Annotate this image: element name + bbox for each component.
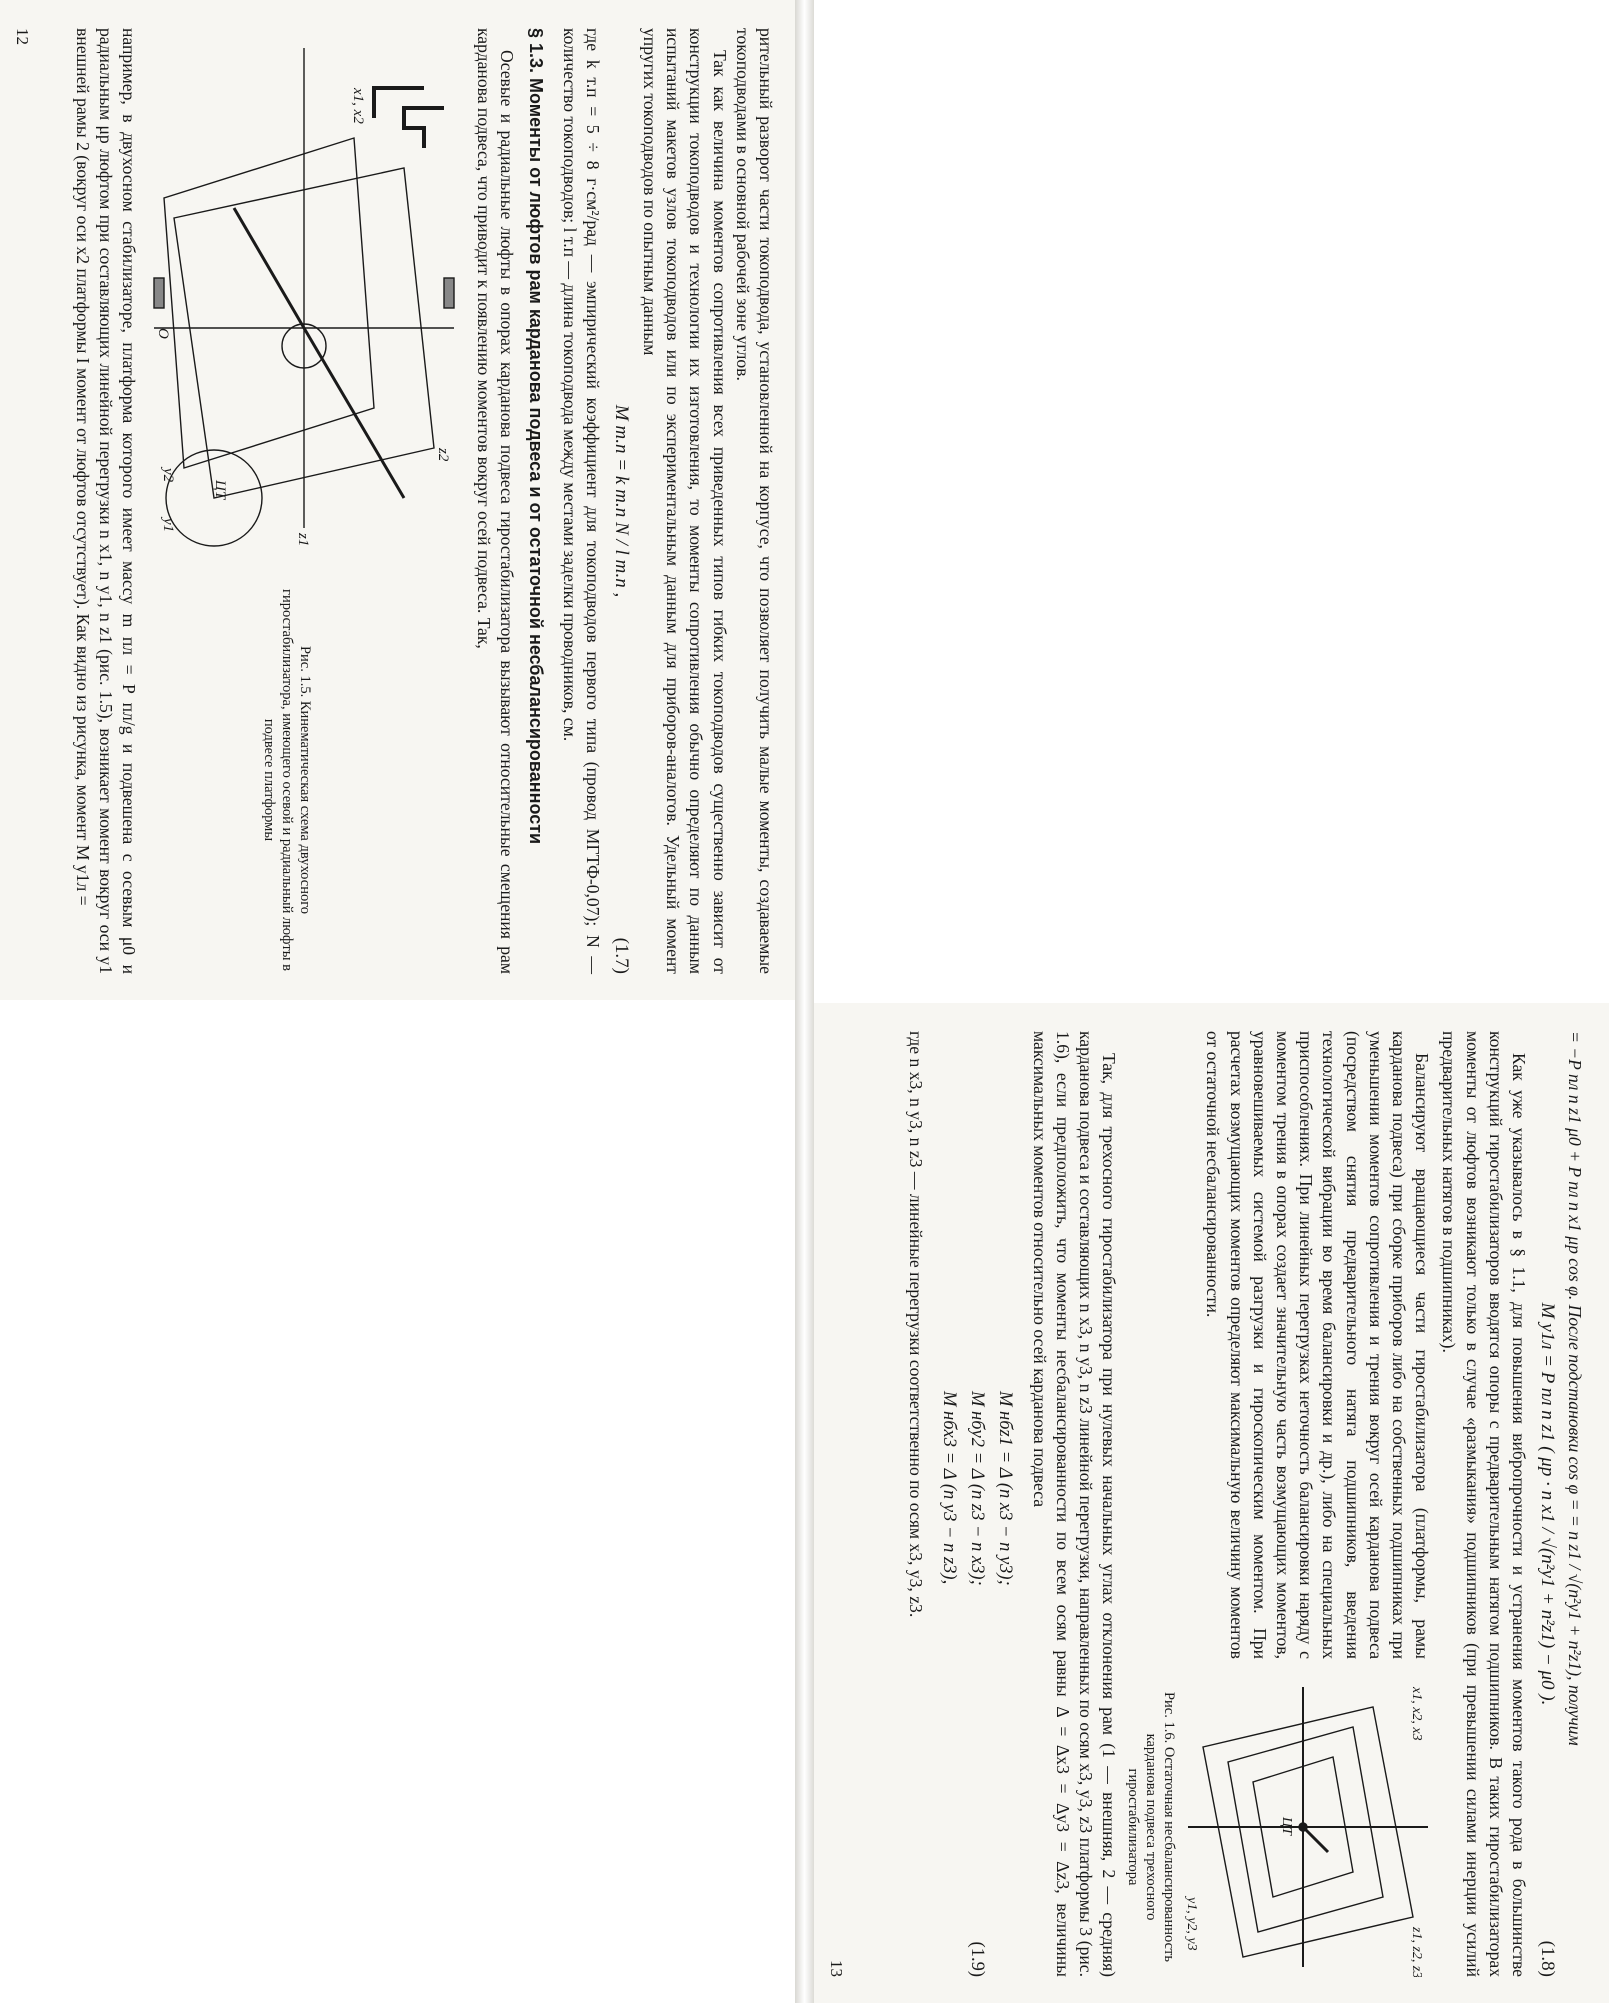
formula-text: = −P пл n z1 μ0 + P пл n x1 μр cos φ. После подстановки cos φ = = n z1 / √(n²y1 + n²z1), получим	[1565, 1031, 1585, 1746]
formula-1-7	[610, 28, 632, 974]
page-number: 13	[827, 1960, 846, 1977]
figure-1-6	[1124, 1677, 1433, 1977]
vector-ny1z1	[304, 328, 404, 498]
label-y123: y1, y2, y3	[1184, 1897, 1200, 1951]
book-gutter	[795, 0, 814, 2003]
label-O1: O	[154, 328, 171, 339]
label-y2: y2	[159, 468, 176, 483]
support-bottom	[154, 278, 164, 308]
equation-line: M нбx3 = Δ (n y3 − n z3),	[939, 1391, 960, 1585]
label-x123: x1, x2, x3	[1409, 1687, 1425, 1741]
figure-caption: Рис. 1.6. Остаточная несбалансированность карданова подвеса трехосного гиростабилизатора	[1125, 1691, 1178, 1962]
label-y1: y1	[159, 518, 176, 533]
paragraph: например, в двухосном стабилизаторе, платформа которого имеет массу m пл = P пл/g и подвешена с осевым μ0 и радиальным μр люфтом при составляющих линейной перегрузки n x1, n y1, n z1 (рис. 1.5), возникает момент вокруг оси y1 внешней рамы 2 (вокруг оси x2 платформы I момент от люфтов отсутствует). Как видно из рисунка, момент M y1л =	[72, 28, 139, 974]
equation-line: M нбy2 = Δ (n z3 − n x3);	[967, 1391, 988, 1586]
page-12	[0, 0, 795, 1000]
formula-top	[1564, 1031, 1585, 1977]
gimbal-diagram	[144, 28, 464, 568]
paragraph: рительный разворот части токоподвода, установленной на корпусе, что позволяет получить малые моменты, создаваемые токоподводами в основной рабочей зоне углов.	[732, 28, 776, 974]
figure-caption: Рис. 1.5. Кинематическая схема двухосного гиростабилизатора, имеющего осевой и радиальный люфты в подвесе платформы	[260, 589, 313, 971]
equation-line: M нбz1 = Δ (n x3 − n y3);	[995, 1391, 1016, 1586]
page-13	[814, 1003, 1609, 2003]
figure-1-5	[144, 28, 464, 974]
label-CT: ЦТ	[1279, 1817, 1295, 1835]
label-z123: z1, z2, z3	[1409, 1927, 1425, 1977]
label-CT: ЦТ	[211, 480, 228, 500]
label-x1x2: x1, x2	[349, 88, 366, 124]
formula-1-8	[1536, 1031, 1558, 1977]
paragraph: Так, для трехосного гиростабилизатора при нулевых начальных углах отклонения рам (1 — внешняя, 2 — средняя) карданова подвеса и составляющих n x3, n y3, n z3 линейной перегрузки, направленных по осям x3, y3, z3 платформы 3 (рис. 1.6), если предположить, что моменты несбалансированности по всем осям равны Δ = Δx3 = Δy3 = Δz3, величины максимальных моментов относительно осей карданова подвеса	[1029, 1031, 1120, 1977]
equation-number: (1.7)	[610, 937, 632, 974]
figure-1-6-block	[1124, 1031, 1433, 1977]
formula-text: M т.п = k т.п N / l т.п ,	[610, 404, 632, 598]
delta-vector	[1303, 1827, 1328, 1852]
label-z1: z1	[294, 533, 311, 547]
paragraph: Так как величина моментов сопротивления всех приведенных типов гибких токоподводов существенно зависит от конструкции токоподводов и технологии их изготовления, то моменты сопротивления обычно определяют по данным испытаний макетов узлов токоподводов или по экспериментальным данным для приборов-аналогов. Удельный момент упругих токоподводов по опытным данным	[639, 28, 730, 974]
paragraph: где n x3, n y3, n z3 — линейные перегрузки соответственно по осям x3, y3, z3.	[906, 1031, 927, 1618]
formula-text: M y1л = P пл n z1 ( μр · n x1 / √(n²y1 + n²z1) − μ0 ).	[1537, 1302, 1558, 1706]
paragraph: Осевые и радиальные люфты в опорах карданова подвеса гиростабилизатора вызывают относительные смещения рам карданова подвеса, что приводит к появлению моментов вокруг осей подвеса. Так,	[474, 28, 518, 974]
equations-1-9	[935, 1391, 1019, 1977]
vector-nx1	[234, 208, 304, 328]
paragraph: где k т.п = 5 ÷ 8 г·см²/рад — эмпирический коэффициент для токоподводов первого типа (провод МГТФ-0,07); N — количество токоподводов; l т.п — длина токоподвода между местами заделки проводников, см.	[559, 28, 603, 974]
paragraph: Как уже указывалось в § 1.1, для повышения вибропрочности и устранения моментов такого рода в большинстве конструкций гиростабилизаторов вводятся опоры с предварительным натягом подшипников. В таких гиростабилизаторах моменты от люфтов возникают только в случае «размыкания» подшипников (при превышении силами инерции усилий предварительных натягов в подшипниках).	[1439, 1031, 1529, 1977]
frame-plane	[164, 138, 374, 468]
three-axis-gimbal-diagram	[1183, 1677, 1433, 1977]
label-z2: z2	[434, 448, 451, 462]
axial-play-mark	[374, 88, 424, 118]
radial-play-mark	[404, 108, 444, 148]
page-number: 12	[13, 28, 32, 45]
support-top	[444, 278, 454, 308]
text-column	[1201, 1031, 1433, 1659]
paragraph: Балансируют вращающиеся части гиростабилизатора (платформы, рамы карданова подвеса) при сборке приборов либо на собственных подшипниках при уменьшении моментов сопротивления и трения вокруг осей карданова подвеса (посредством снятия предварительного натяга подшипников, введения технологической вибрации во время балансировки и др.), либо на специальных приспособлениях. При линейных перегрузках неточность балансировки наряду с моментом трения в опорах создает значительную часть возмущающих моментов, уравновешиваемых системой разгрузки и гироскопическим моментом. При расчетах возмущающих моментов определяют максимальную величину моментов от остаточной несбалансированности.	[1203, 1031, 1433, 1659]
section-heading: § 1.3. Моменты от люфтов рам карданова подвеса и от остаточной несбалансированности	[526, 28, 547, 845]
equation-number: (1.8)	[1537, 1940, 1558, 1977]
equation-number: (1.9)	[967, 1941, 988, 1977]
center-point	[1299, 1823, 1307, 1831]
